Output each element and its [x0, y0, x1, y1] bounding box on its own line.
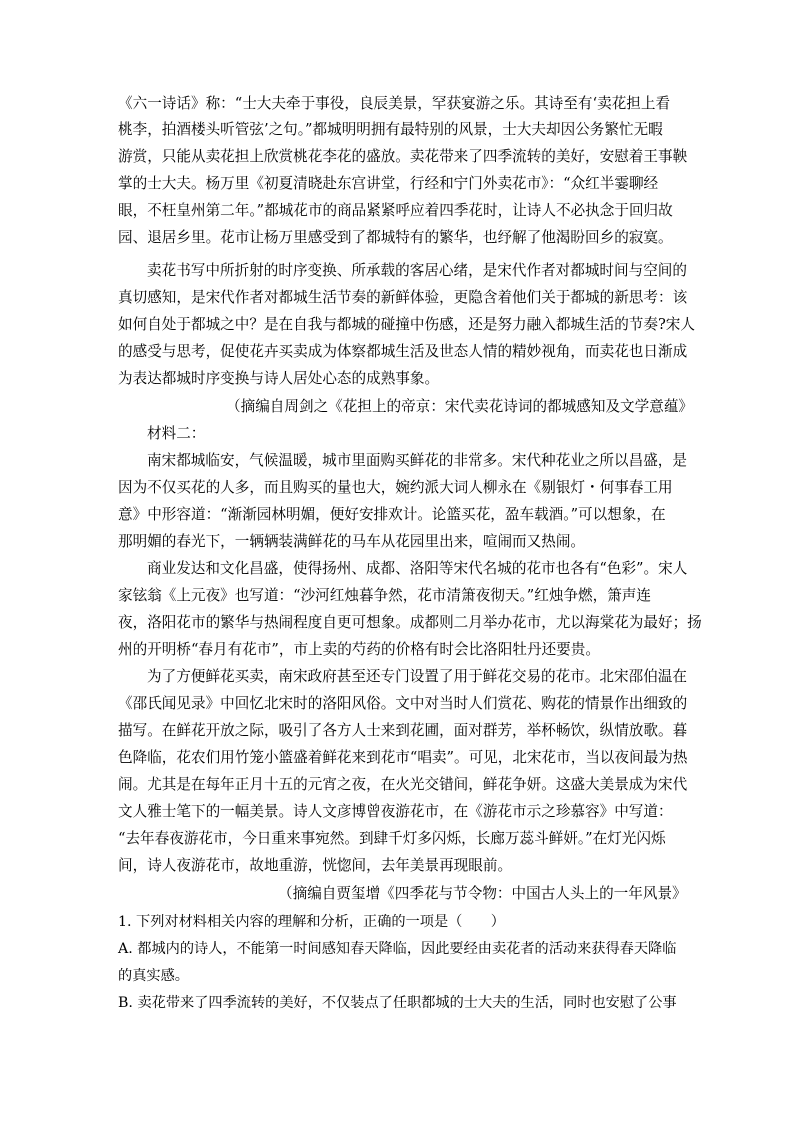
text-line: 《六一诗话》称：“士大夫牵于事役，良辰美景，罕获宴游之乐。其诗至有‘卖花担上看	[118, 95, 671, 112]
option-b: B. 卖花带来了四季流转的美好，不仅装点了任职都城的士大夫的生活，同时也安慰了公事	[118, 995, 677, 1011]
text-line: 桃李，拍酒楼头听管弦’之句。”都城明明拥有最特别的风景，士大夫却因公务繁忙无暇	[118, 121, 663, 138]
text-line: 闹。尤其是在每年正月十五的元宵之夜，在火光交错间，鲜花争妍。这盛大美景成为宋代	[118, 776, 688, 793]
text-line: 园、退居乡里。花市让杨万里感受到了都城特有的繁华，也纾解了他渴盼回乡的寂寞。	[118, 229, 673, 246]
text-line: 文人雅士笔下的一幅美景。诗人文彦博曾夜游花市，在《游花市示之珍慕容》中写道：	[118, 803, 673, 820]
text-line: 游赏，只能从卖花担上欣赏桃花李花的盛放。卖花带来了四季流转的美好，安慰着王事鞅	[118, 148, 688, 165]
text-line: 色降临，花农们用竹笼小篮盛着鲜花来到花市“唱卖”。可见，北宋花市，当以夜间最为热	[118, 749, 688, 766]
text-line: 为表达都城时序变换与诗人居处心态的成熟事象。	[118, 370, 440, 387]
text-line: 的感受与思考，促使花卉买卖成为体察都城生活及世态人情的精妙视角，而卖花也日渐成	[118, 343, 688, 360]
text-line: 家铉翁《上元夜》也写道：“沙河红烛暮争然，花市清箫夜彻天。”红烛争燃，箫声连	[118, 587, 651, 604]
question-stem: 1. 下列对材料相关内容的理解和分析，正确的一项是（ ）	[118, 914, 505, 930]
text-line: 真切感知，是宋代作者对都城生活节奏的新鲜体验，更隐含着他们关于都城的新思考：该	[118, 289, 688, 306]
text-line: 卖花书写中所折射的时序变换、所承载的客居心绪，是宋代作者对都城时间与空间的	[147, 262, 687, 279]
source-citation: （摘编自周剑之《花担上的帝京：宋代卖花诗词的都城感知及文学意蕴》	[226, 398, 694, 415]
text-line: 描写。在鲜花开放之际，吸引了各方人士来到花圃，面对群芳，举杯畅饮，纵情放歌。暮	[118, 722, 688, 739]
text-line: 《邵氏闻见录》中回忆北宋时的洛阳风俗。文中对当时人们赏花、购花的情景作出细致的	[118, 695, 688, 712]
text-line: 因为不仅买花的人多，而且购买的量也大，婉约派大词人柳永在《剔银灯・何事春工用	[118, 479, 673, 496]
text-line: 那明媚的春光下，一辆辆装满鲜花的马车从花园里出来，喧闹而又热闹。	[118, 533, 586, 550]
section-heading: 材料二：	[147, 425, 206, 442]
text-line: 间，诗人夜游花市，故地重游，恍惚间，去年美景再现眼前。	[118, 857, 513, 874]
text-line: 眼，不枉皇州第二年。”都城花市的商品紧紧呼应着四季花时，让诗人不必执念于回归故	[118, 202, 673, 219]
text-line: 掌的士大夫。杨万里《初夏清晓赴东宫讲堂，行经和宁门外卖花市》：“众红半霎聊经	[118, 175, 659, 192]
text-line: 州的开明桥“春月有花市”，市上卖的芍药的价格有时会比洛阳牡丹还要贵。	[118, 641, 600, 658]
text-line: 为了方便鲜花买卖，南宋政府甚至还专门设置了用于鲜花交易的花市。北宋邵伯温在	[147, 668, 687, 685]
text-line: 如何自处于都城之中？是在自我与都城的碰撞中伤感，还是努力融入都城生活的节奏?宋人	[118, 316, 695, 333]
text-line: 南宋都城临安，气候温暖，城市里面购买鲜花的非常多。宋代种花业之所以昌盛，是	[147, 452, 687, 469]
text-line: 夜，洛阳花市的繁华与热闹程度自更可想象。成都则二月举办花市，尤以海棠花为最好；扬	[118, 614, 702, 631]
text-line: 意》中形容道：“渐渐园林明媚，便好安排欢计。论篮买花，盈车载酒。”可以想象，在	[118, 506, 666, 523]
text-line: 商业发达和文化昌盛，使得扬州、成都、洛阳等宋代名城的花市也各有“色彩”。宋人	[147, 560, 688, 577]
text-line: “去年春夜游花市，今日重来事宛然。到肆千灯多闪烁，长廊万蕊斗鲜妍。”在灯光闪烁	[118, 830, 666, 847]
option-a: A. 都城内的诗人，不能第一时间感知春天降临，因此要经由卖花者的活动来获得春天降临	[118, 941, 677, 957]
source-citation: （摘编自贾玺增《四季花与节令物：中国古人头上的一年风景》	[278, 885, 687, 902]
option-a-continued: 的真实感。	[118, 968, 189, 984]
